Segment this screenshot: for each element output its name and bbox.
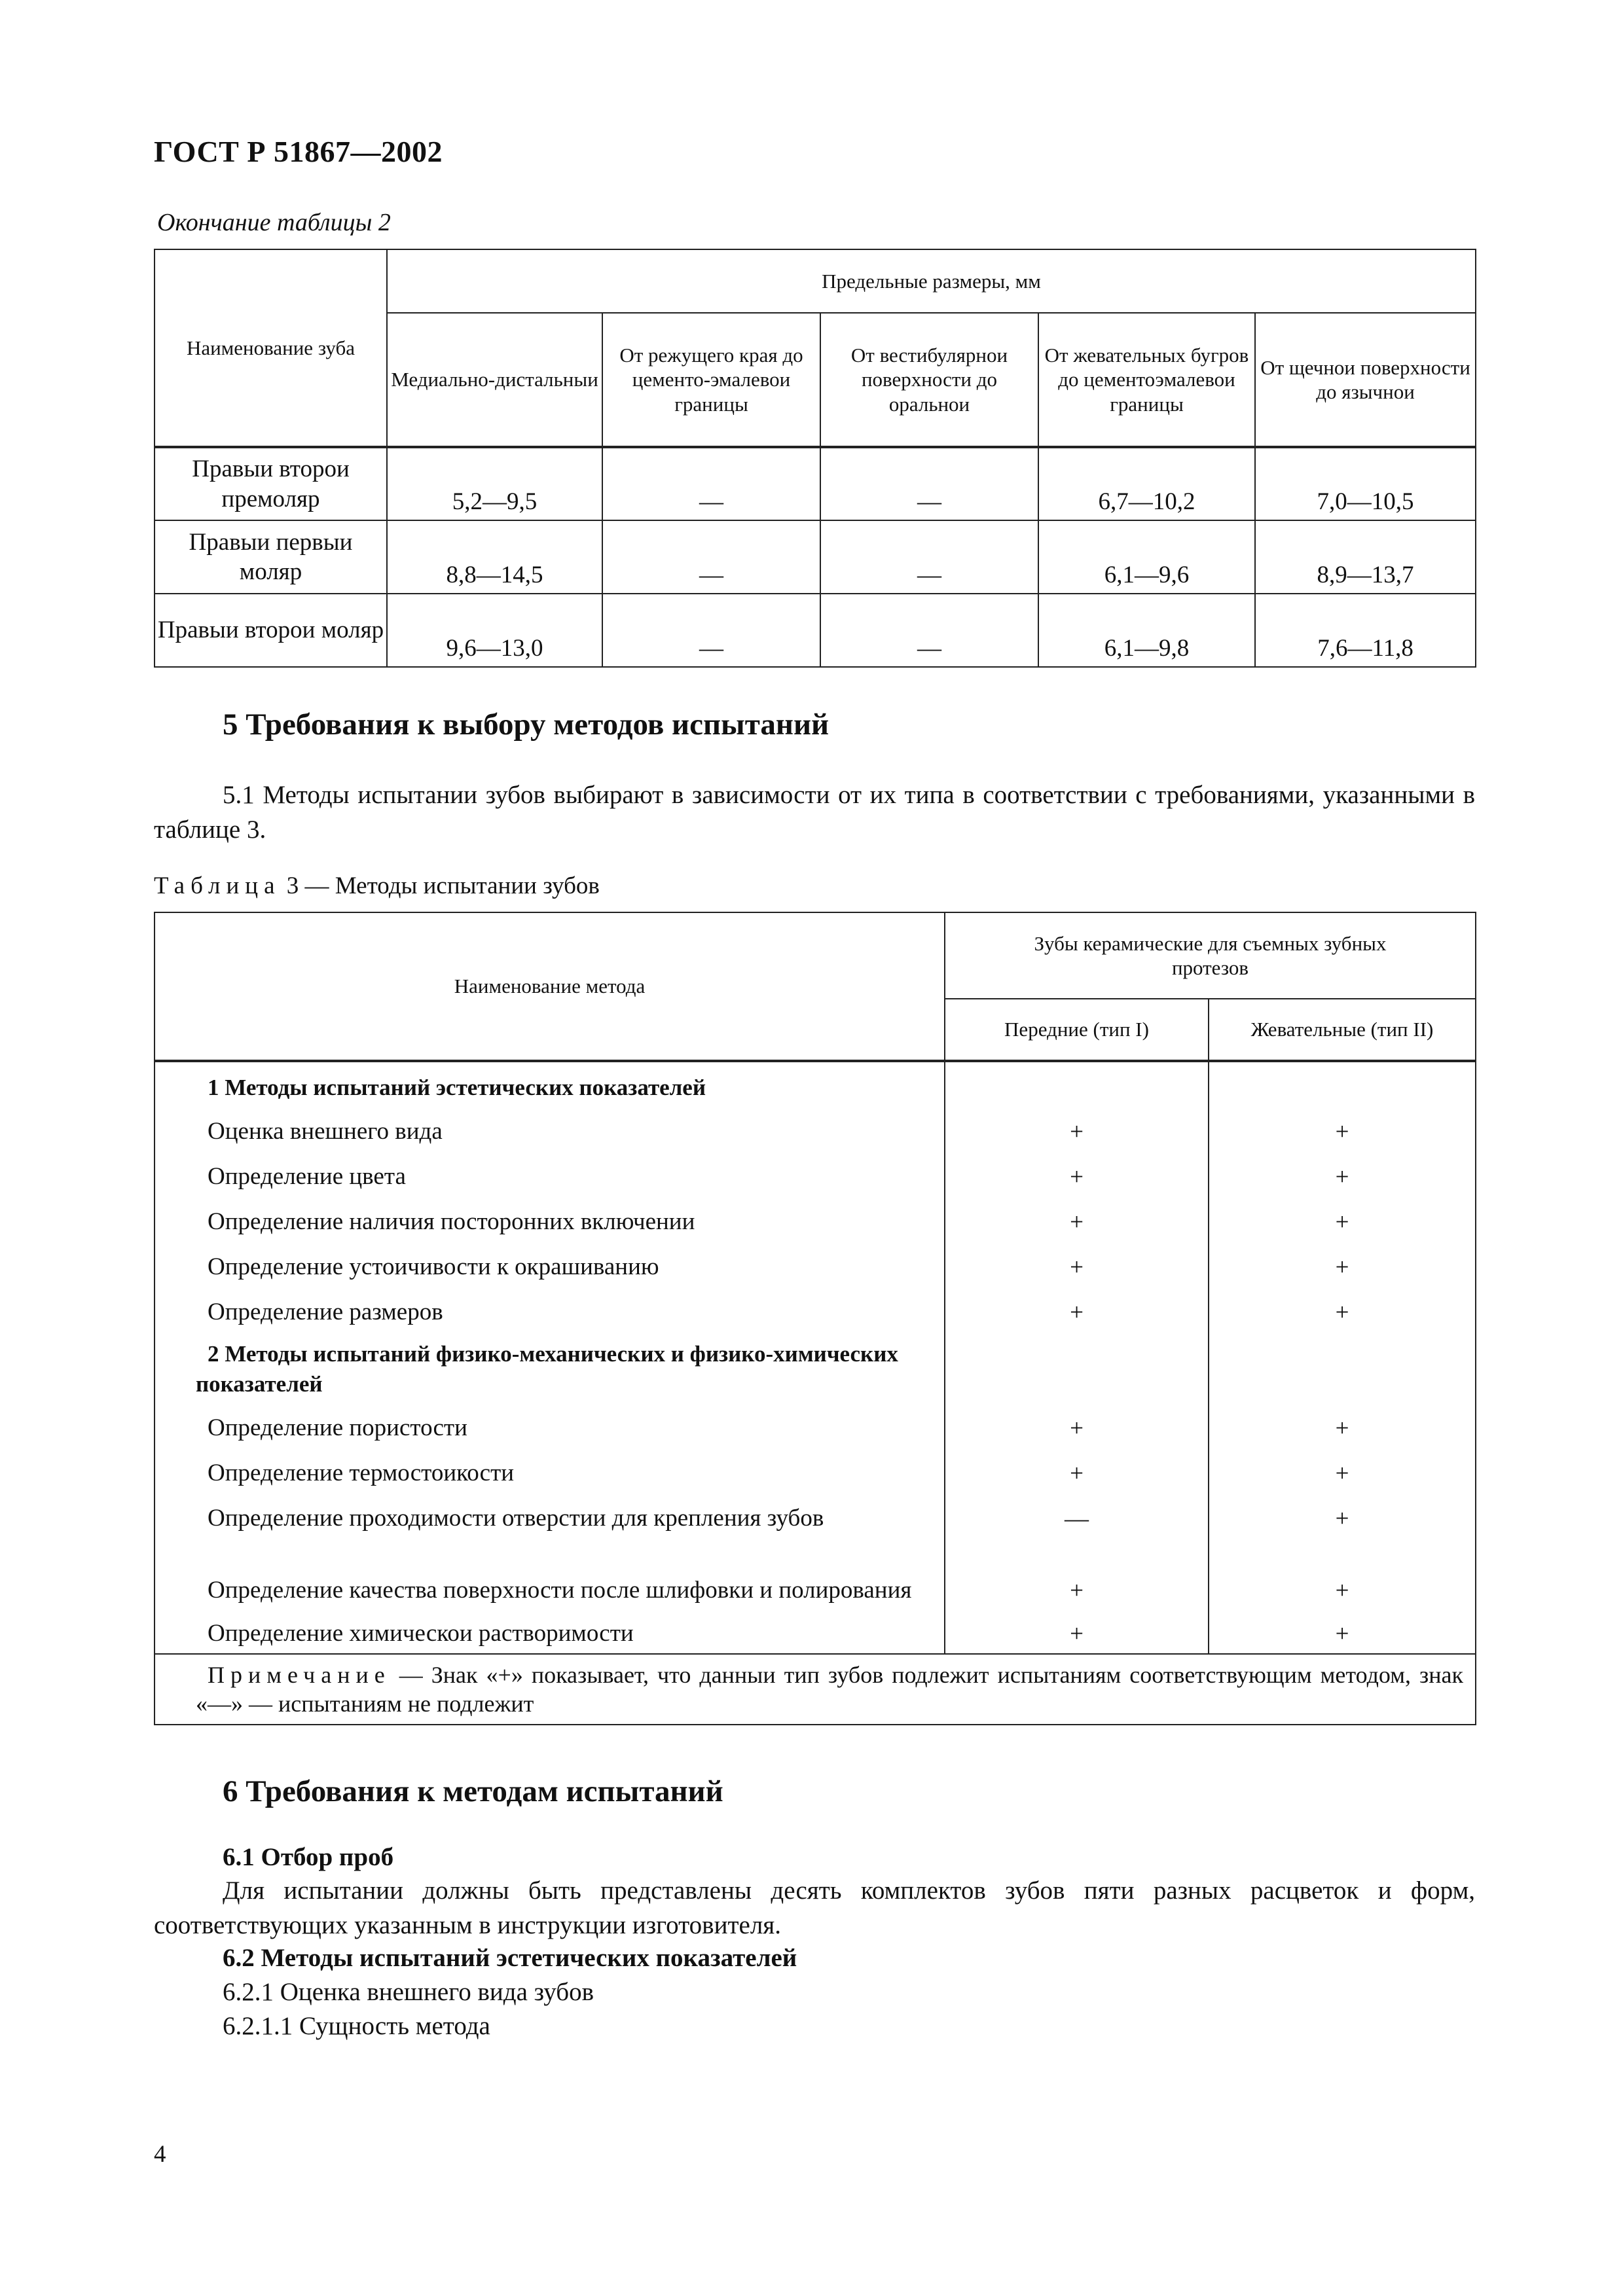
table2-col-header: От режущего края до цементо-эмалевои границы [602, 313, 820, 447]
table2-name-header: Наименование зуба [155, 249, 387, 447]
section6-2-1: 6.2.1 Оценка внешнего вида зубов [223, 1978, 594, 2006]
table-row [155, 520, 1476, 594]
tooth-name: Правыи второи моляр [155, 594, 387, 667]
table3-note [155, 1654, 1476, 1725]
table-row [155, 1287, 1476, 1332]
section6-2-1-1: 6.2.1.1 Сущность метода [223, 2012, 490, 2040]
table3-caption-label: Таблица [154, 872, 281, 899]
method-name: Определение пористости [155, 1403, 945, 1448]
table3-col-chewing: Жевательные (тип II) [1209, 999, 1476, 1061]
table3-group1: 1 Методы испытаний эстетических показателей [155, 1061, 945, 1106]
mark-front: + [945, 1151, 1209, 1196]
tooth-name: Правыи второи премоляр [155, 447, 387, 520]
mark-chewing: + [1209, 1493, 1476, 1538]
table-cell: 6,1—9,6 [1038, 520, 1255, 594]
table2-caption: Окончание таблицы 2 [157, 209, 391, 236]
mark-chewing: + [1209, 1538, 1476, 1610]
table2-col-header: От щечнои поверхности до язычнои [1255, 313, 1476, 447]
table-cell: — [820, 594, 1038, 667]
table-row [155, 1538, 1476, 1610]
table-row [155, 1196, 1476, 1242]
table-cell: — [820, 447, 1038, 520]
mark-chewing: + [1209, 1403, 1476, 1448]
table-row [155, 1403, 1476, 1448]
table3-caption [154, 872, 600, 900]
note-text: — Знак «+» показывает, что данныи тип зубов подлежит испытаниям соответствующим методом, знак «—» — испытаниям не подлежит [196, 1662, 1463, 1717]
table3-group-header: Зубы керамические для съемных зубных протезов [945, 912, 1476, 999]
table-cell: 7,0—10,5 [1255, 447, 1476, 520]
method-name: Определение наличия посторонних включении [155, 1196, 945, 1242]
mark-chewing: + [1209, 1106, 1476, 1151]
table-row [155, 594, 1476, 667]
table2-group-header: Предельные размеры, мм [387, 249, 1476, 313]
mark-front: + [945, 1403, 1209, 1448]
mark-front: + [945, 1242, 1209, 1287]
page-number: 4 [154, 2141, 166, 2168]
table-row [155, 1242, 1476, 1287]
mark-chewing: + [1209, 1242, 1476, 1287]
table-cell: 5,2—9,5 [387, 447, 602, 520]
mark-chewing: + [1209, 1196, 1476, 1242]
section5-paragraph: 5.1 Методы испытании зубов выбирают в зависимости от их типа в соответствии с требованиями, указанными в таблице 3. [154, 781, 1475, 844]
table2-col-header: От жевательных бугров до цементоэмалевои границы [1038, 313, 1255, 447]
table-row [155, 1610, 1476, 1654]
table2 [154, 249, 1476, 668]
mark-front: — [945, 1493, 1209, 1538]
method-name: Определение химическои растворимости [155, 1610, 945, 1654]
method-name: Определение проходимости отверстии для крепления зубов [155, 1493, 945, 1538]
mark-chewing: + [1209, 1287, 1476, 1332]
table2-col-header: От вестибулярнои поверхности до оральнои [820, 313, 1038, 447]
section6-2-title: 6.2 Методы испытаний эстетических показателей [223, 1944, 797, 1972]
mark-chewing: + [1209, 1151, 1476, 1196]
table-cell: — [820, 520, 1038, 594]
table-row [155, 1106, 1476, 1151]
table-cell: 6,7—10,2 [1038, 447, 1255, 520]
table-cell: 9,6—13,0 [387, 594, 602, 667]
table-cell: — [602, 520, 820, 594]
method-name: Определение размеров [155, 1287, 945, 1332]
section6-1-text: Для испытании должны быть представлены десять комплектов зубов пяти разных расцветок и форм, соответствующих указанным в инструкции изготовителя. [154, 1876, 1475, 1939]
table3-caption-text: 3 — Методы испытании зубов [280, 872, 600, 899]
mark-front: + [945, 1287, 1209, 1332]
method-name: Определение качества поверхности после шлифовки и полирования [155, 1538, 945, 1610]
section6-title: 6 Требования к методам испытаний [223, 1774, 723, 1808]
table3-method-header: Наименование метода [155, 912, 945, 1061]
section6-1-title: 6.1 Отбор проб [223, 1843, 394, 1871]
table-cell: 6,1—9,8 [1038, 594, 1255, 667]
table-row [155, 447, 1476, 520]
mark-front: + [945, 1610, 1209, 1654]
method-name: Определение термостоикости [155, 1448, 945, 1493]
mark-front: + [945, 1106, 1209, 1151]
table-cell: — [602, 447, 820, 520]
method-name: Оценка внешнего вида [155, 1106, 945, 1151]
mark-front: + [945, 1448, 1209, 1493]
table3 [154, 912, 1476, 1725]
method-name: Определение цвета [155, 1151, 945, 1196]
mark-front: + [945, 1196, 1209, 1242]
table-row [155, 1151, 1476, 1196]
mark-chewing: + [1209, 1610, 1476, 1654]
table-row [155, 1493, 1476, 1538]
table-cell: — [602, 594, 820, 667]
table2-col-header: Медиально-дистальныи [387, 313, 602, 447]
table-row [155, 1448, 1476, 1493]
table3-col-front: Передние (тип I) [945, 999, 1209, 1061]
table-cell: 8,9—13,7 [1255, 520, 1476, 594]
mark-front: + [945, 1538, 1209, 1610]
table3-group2: 2 Методы испытаний физико-механических и физико-химических показателей [155, 1332, 945, 1403]
document-header: ГОСТ Р 51867—2002 [154, 135, 443, 168]
table-cell: 8,8—14,5 [387, 520, 602, 594]
table-cell: 7,6—11,8 [1255, 594, 1476, 667]
note-label: Примечание [208, 1662, 391, 1688]
section5-title: 5 Требования к выбору методов испытаний [223, 708, 830, 742]
method-name: Определение устоичивости к окрашиванию [155, 1242, 945, 1287]
mark-chewing: + [1209, 1448, 1476, 1493]
tooth-name: Правыи первыи моляр [155, 520, 387, 594]
